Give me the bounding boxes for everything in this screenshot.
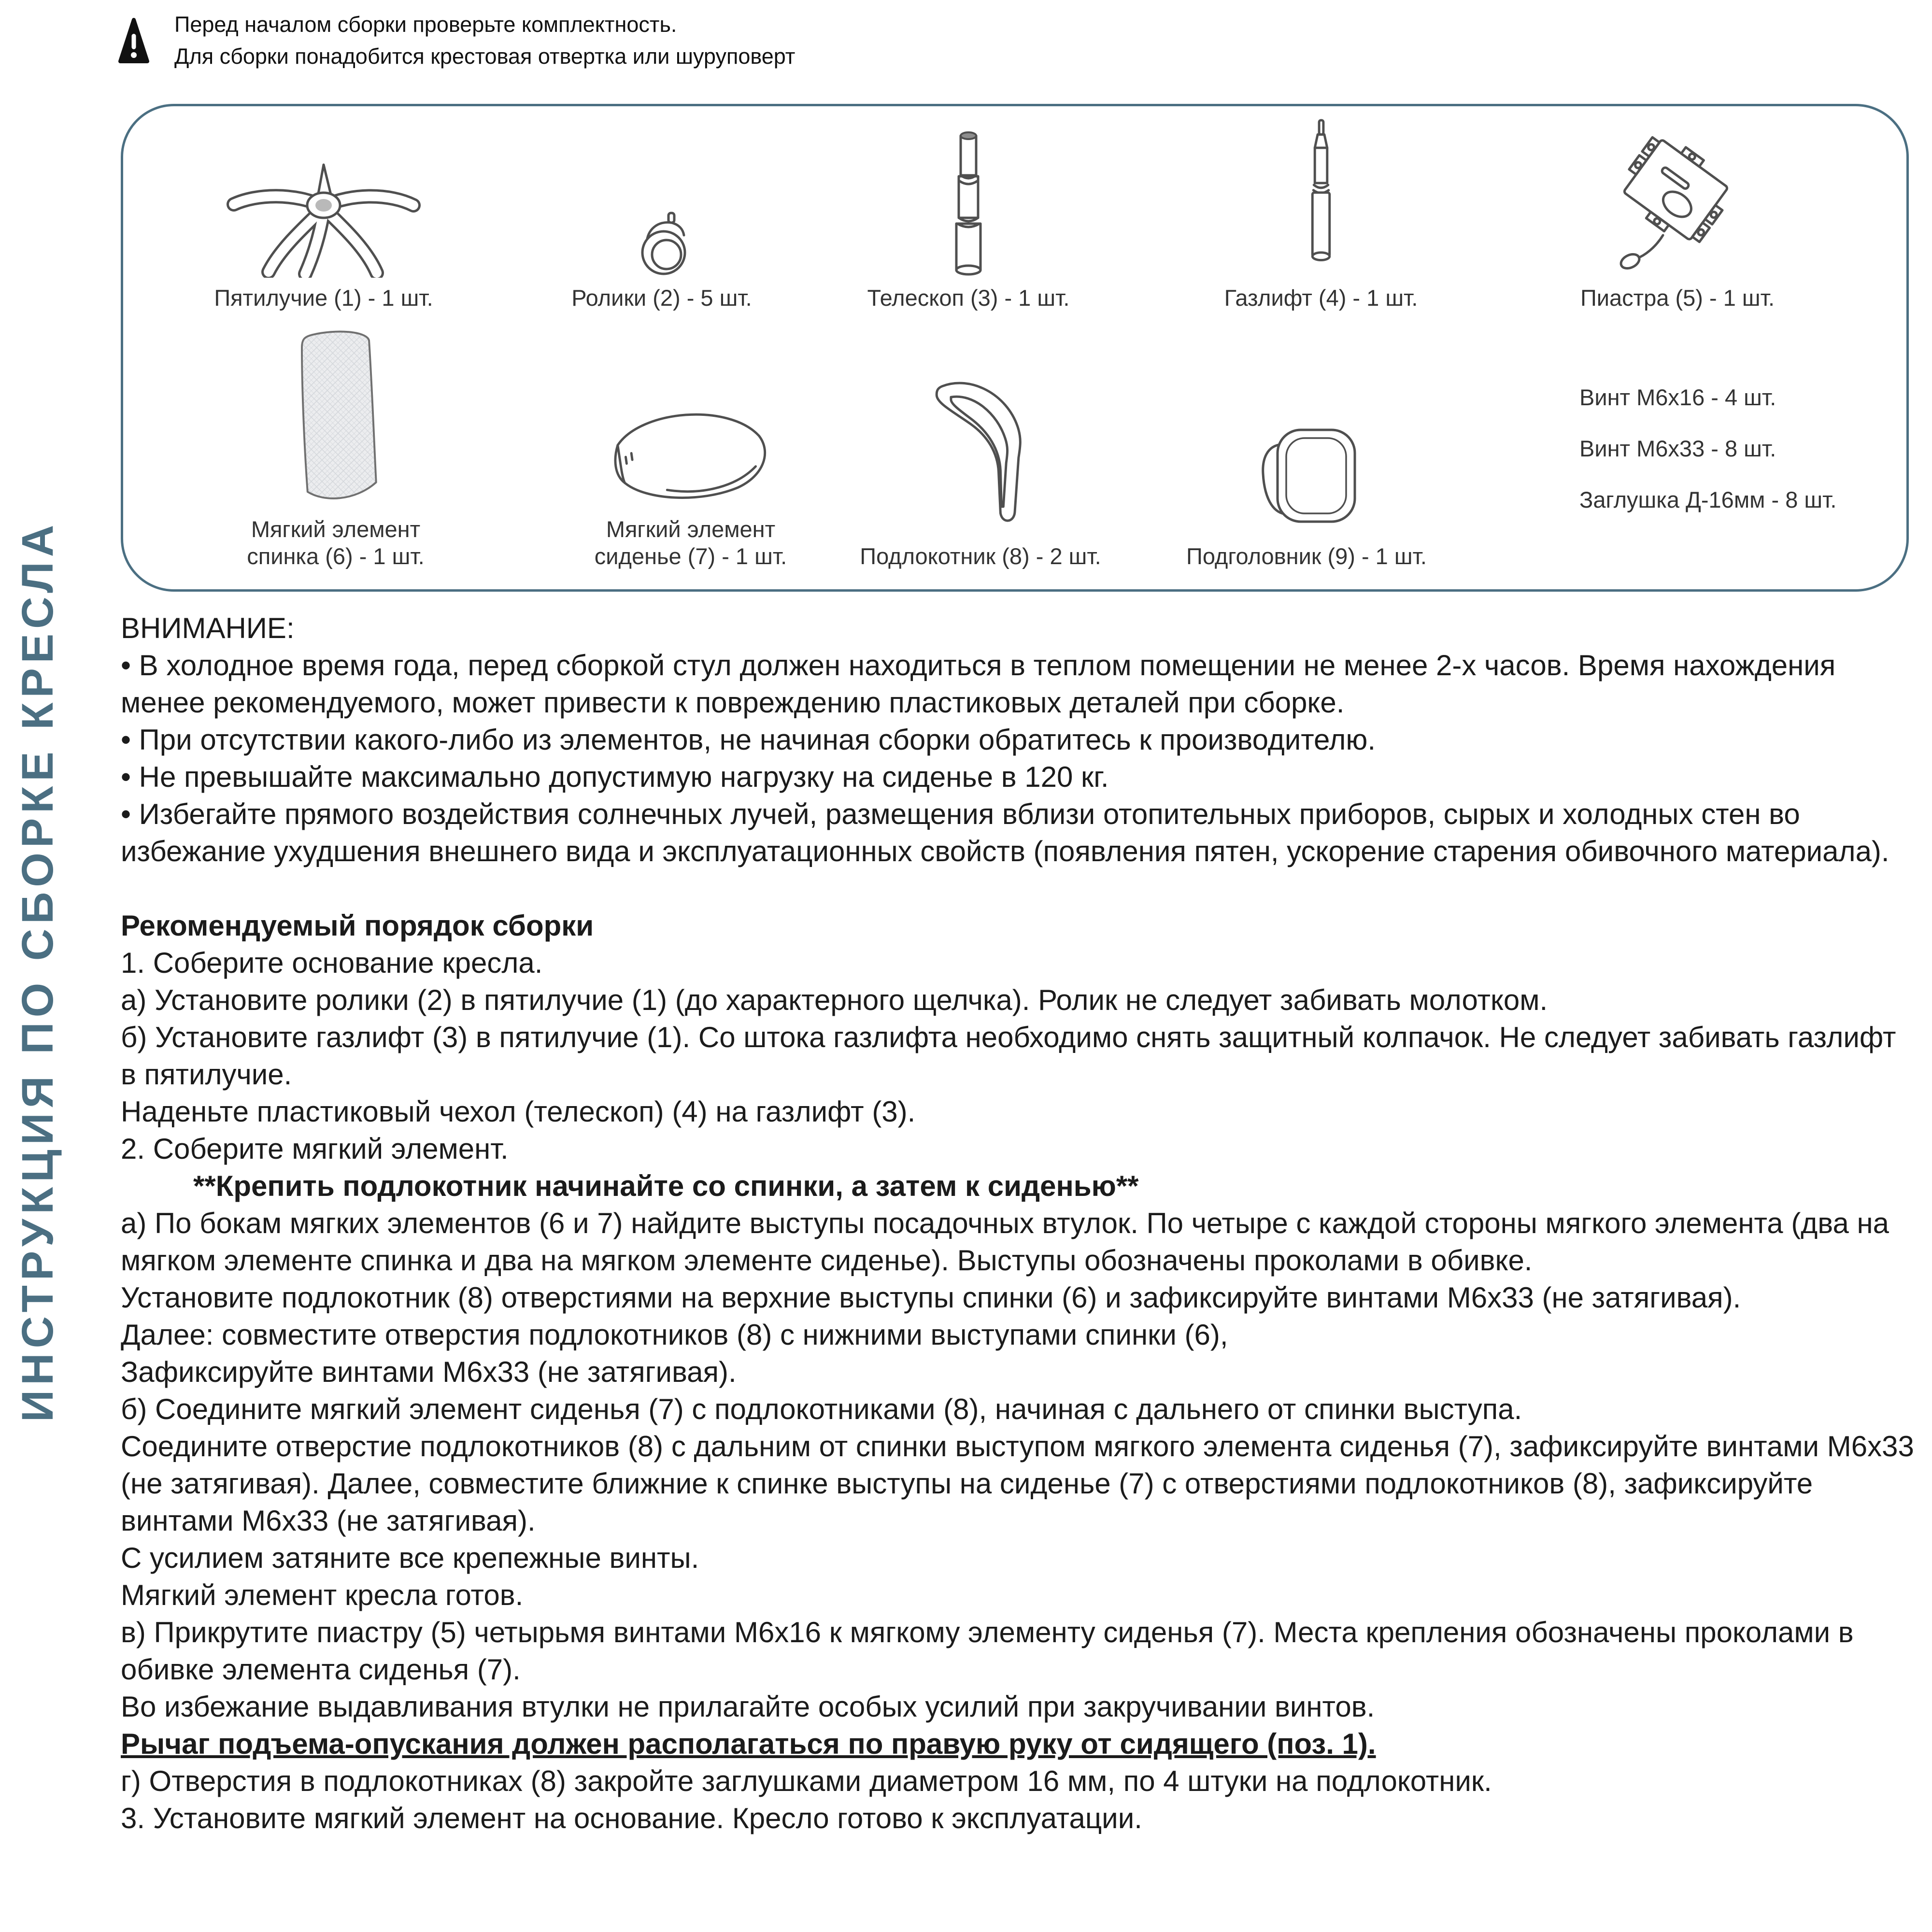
part-caster (571, 118, 752, 312)
warning-line-2: Для сборки понадобится крестовая отвертка или шуруповерт (174, 44, 796, 69)
bushing-note: Во избежание выдавливания втулки не прилагайте особых усилий при закручивании винтов. (121, 1690, 1375, 1723)
hardware-list (1579, 384, 1837, 538)
warning-note (118, 9, 795, 72)
part-armrest (860, 314, 1101, 570)
gas-lift-image (1302, 118, 1340, 278)
soft-element-ready: Мягкий элемент кресла готов. (121, 1579, 524, 1611)
attention-title: ВНИМАНИЕ: (121, 612, 295, 644)
five-star-base-image (222, 157, 425, 278)
armrest-image (908, 369, 1053, 536)
armrest-note: **Крепить подлокотник начинайте со спинки, а затем к сиденью** (193, 1170, 1139, 1202)
part-piastra (1571, 118, 1784, 312)
part-label: Газлифт (4) - 1 шт. (1224, 285, 1418, 311)
part-label: Телескоп (3) - 1 шт. (867, 285, 1070, 311)
telescope-image (947, 128, 990, 278)
step-2a-armrest-top: Установите подлокотник (8) отверстиями на верхние выступы спинки (6) и зафиксируйте винтами М6х33 (не затягивая). (121, 1281, 1741, 1314)
part-five-star-base (208, 118, 440, 312)
part-label: Подлокотник (8) - 2 шт. (860, 543, 1101, 569)
hardware-item-plug-d16: Заглушка Д-16мм - 8 шт. (1579, 487, 1837, 512)
warning-icon (118, 16, 149, 65)
part-label-line-2: сиденье (7) - 1 шт. (594, 543, 787, 569)
part-label: Пятилучие (1) - 1 шт. (214, 285, 433, 311)
attention-item-cold: • В холодное время года, перед сборкой стул должен находиться в теплом помещении не менее 2-х часов. Время нахождения менее рекомендуемого, может привести к повреждению пластиковых деталей при сборке. (121, 649, 1836, 719)
step-1a: а) Установите ролики (2) в пятилучие (1) (до характерного щелчка). Ролик не следует забивать молотком. (121, 984, 1548, 1016)
back-cushion-image (279, 326, 393, 509)
attention-item-missing: • При отсутствии какого-либо из элементов, не начиная сборки обратитесь к производителю. (121, 724, 1376, 756)
step-2a: а) По бокам мягких элементов (6 и 7) найдите выступы посадочных втулок. По четыре с каждой стороны мягкого элемента (два на мягком элементе спинка и два на мягком элементе сиденье). Выступы обозначены проколами в обивке. (121, 1207, 1889, 1277)
step-2v-piastra: в) Прикрутите пиастру (5) четырьмя винтами М6х16 к мягкому элементу сиденья (7). Места крепления обозначены проколами в обивке элемента сиденья (7). (121, 1616, 1854, 1686)
parts-box (121, 104, 1909, 592)
hardware-item-screw-m6x16: Винт М6х16 - 4 шт. (1579, 384, 1776, 410)
step-1b: б) Установите газлифт (3) в пятилучие (1). Со штока газлифта необходимо снять защитный колпачок. Не следует забивать газлифт в пятилучие. (121, 1021, 1896, 1091)
part-gas-lift (1220, 118, 1422, 312)
step-3: 3. Установите мягкий элемент на основание. Кресло готово к эксплуатации. (121, 1802, 1142, 1834)
step-2b-detail: Соедините отверстие подлокотников (8) с дальним от спинки выступом мягкого элемента сиденья (7), зафиксируйте винтами М6х33 (не затягивая). Далее, совместите ближние к спинке выступы на сиденье (7) с отверстиями подлокотников (8), зафиксируйте винтами М6х33 (не затягивая). (121, 1430, 1914, 1537)
part-label: Пиастра (5) - 1 шт. (1580, 285, 1775, 311)
seat-cushion-image (597, 391, 785, 509)
part-label-line-1: Мягкий элемент (606, 516, 776, 542)
part-seat-cushion (580, 314, 802, 570)
part-telescope (867, 118, 1070, 312)
hardware-item-screw-m6x33: Винт М6х33 - 8 шт. (1579, 436, 1776, 461)
attention-item-sun: • Избегайте прямого воздействия солнечных лучей, размещения вблизи отопительных приборов, сырых и холодных стен во избежание ухудшения внешнего вида и эксплуатационных свойств (появления пятен, ускорение старения обивочного материала). (121, 798, 1889, 867)
part-label: Подголовник (9) - 1 шт. (1186, 543, 1427, 569)
step-2a-fix: Зафиксируйте винтами М6х33 (не затягивая). (121, 1356, 737, 1388)
step-1: 1. Соберите основание кресла. (121, 947, 543, 979)
step-2a-armrest-bottom: Далее: совместите отверстия подлокотников (8) с нижними выступами спинки (6), (121, 1319, 1228, 1351)
part-back-cushion (229, 314, 442, 570)
tighten-screws: С усилием затяните все крепежные винты. (121, 1542, 699, 1574)
piastra-image (1595, 133, 1760, 278)
step-2g-plugs: г) Отверстия в подлокотниках (8) закройте заглушками диаметром 16 мм, по 4 штуки на подлокотник. (121, 1765, 1492, 1797)
headrest-image (1243, 418, 1371, 536)
part-headrest (1186, 314, 1427, 570)
part-label: Ролики (2) - 5 шт. (571, 285, 752, 311)
part-label-line-2: спинка (6) - 1 шт. (247, 543, 425, 569)
instruction-text (121, 610, 1918, 1837)
attention-item-load: • Не превышайте максимально допустимую нагрузку на сиденье в 120 кг. (121, 761, 1109, 793)
step-1-telescope: Наденьте пластиковый чехол (телескоп) (4) на газлифт (3). (121, 1095, 916, 1128)
assembly-order-heading: Рекомендуемый порядок сборки (121, 909, 594, 942)
caster-image (633, 210, 691, 278)
step-2: 2. Соберите мягкий элемент. (121, 1133, 509, 1165)
warning-line-1: Перед началом сборки проверьте комплектность. (174, 12, 677, 37)
step-2b: б) Соедините мягкий элемент сиденья (7) с подлокотниками (8), начиная с дальнего от спинки выступа. (121, 1393, 1522, 1425)
page-title: ИНСТРУКЦИЯ ПО СБОРКЕ КРЕСЛА (13, 520, 62, 1422)
lever-note: Рычаг подъема-опускания должен располагаться по правую руку от сидящего (поз. 1). (121, 1728, 1376, 1760)
part-label-line-1: Мягкий элемент (251, 516, 421, 542)
